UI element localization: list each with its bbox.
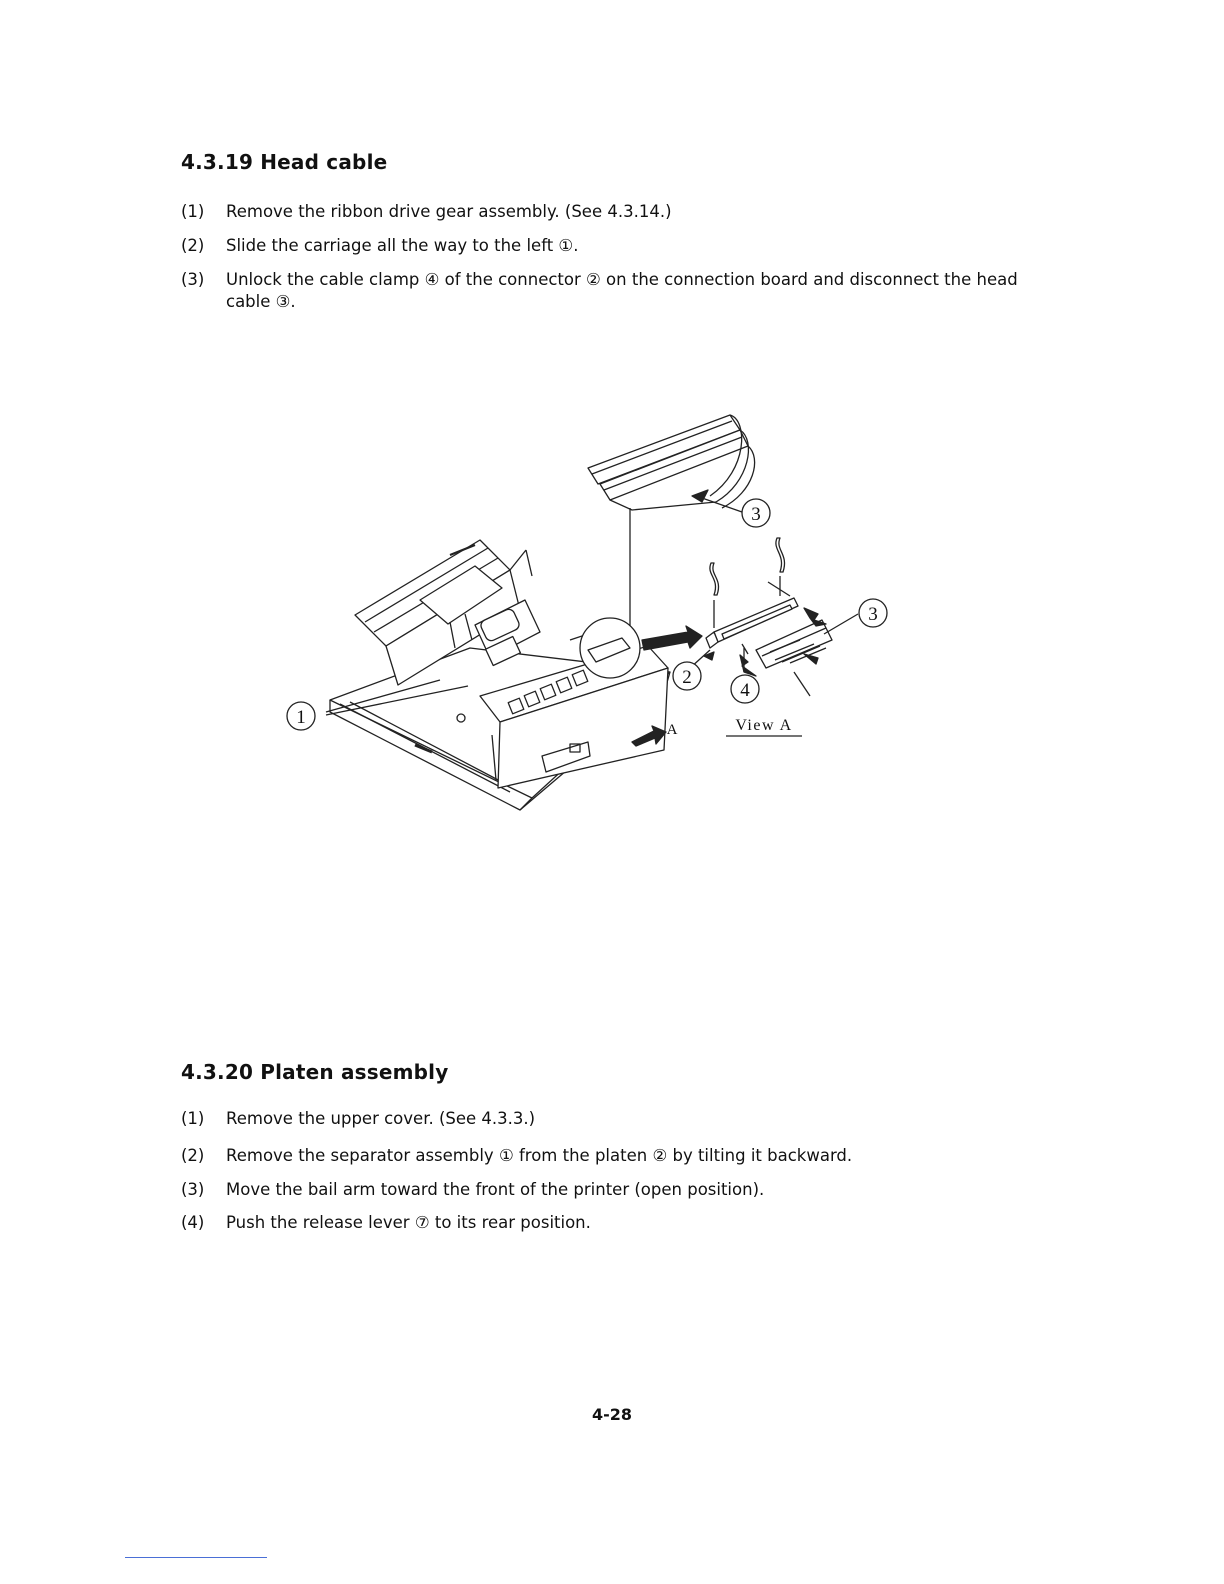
step-text: Unlock the cable clamp ④ of the connector ② on the connection board and disconnect the head cable ③. (226, 270, 1018, 311)
view-arrow-label: A (666, 722, 678, 738)
head-cable-drawing (588, 415, 755, 626)
step-text: Remove the ribbon drive gear assembly. (See 4.3.14.) (226, 202, 672, 221)
step-text: Push the release lever ⑦ to its rear position. (226, 1213, 591, 1232)
view-a-caption: View A (735, 717, 793, 734)
head-cable-diagram (270, 400, 910, 820)
section-heading-head-cable: 4.3.19 Head cable (181, 150, 388, 174)
step-text: Slide the carriage all the way to the left ①. (226, 236, 579, 255)
step-number: (3) (181, 270, 205, 289)
step-number: (4) (181, 1213, 205, 1232)
callout-label-3-right: 3 (868, 604, 878, 625)
callout-label-1: 1 (296, 707, 306, 728)
callout-label-2: 2 (682, 667, 692, 688)
callout-label-3-top: 3 (751, 504, 761, 525)
section-heading-platen-assembly: 4.3.20 Platen assembly (181, 1060, 449, 1084)
step-number: (2) (181, 1146, 205, 1165)
step-text: Move the bail arm toward the front of the printer (open position). (226, 1180, 765, 1199)
connector-detail-drawing (690, 538, 858, 696)
callout-label-4: 4 (740, 680, 750, 701)
step-number: (3) (181, 1180, 205, 1199)
step-number: (1) (181, 202, 205, 221)
page-number: 4-28 (591, 1405, 633, 1424)
step-text: Remove the separator assembly ① from the platen ② by tilting it backward. (226, 1146, 853, 1165)
step-text: Remove the upper cover. (See 4.3.3.) (226, 1109, 536, 1128)
step-number: (1) (181, 1109, 205, 1128)
footer-rule (125, 1557, 267, 1558)
step-number: (2) (181, 236, 205, 255)
